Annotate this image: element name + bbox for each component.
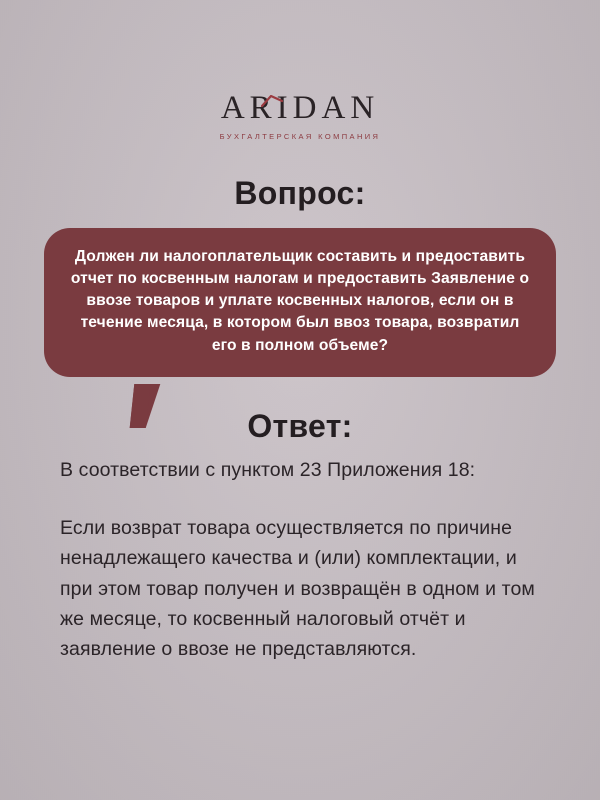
question-heading: Вопрос: (234, 175, 366, 211)
logo-wordmark (221, 92, 379, 125)
answer-body (60, 455, 542, 664)
brand-logo (0, 92, 600, 141)
answer-paragraph: Если возврат товара осуществляется по причине ненадлежащего качества и (или) комплектации, и при этом товар получен и возвращён в одном и том же месяце, то косвенный налоговый отчёт и заявление о ввозе не представляются. (60, 517, 535, 661)
answer-heading: Ответ: (247, 408, 353, 444)
answer-paragraph: В соответствии с пунктом 23 Приложения 18: (60, 459, 476, 481)
logo-subtitle: БУХГАЛТЕРСКАЯ КОМПАНИЯ (219, 132, 381, 141)
question-text: Должен ли налогоплательщик составить и предоставить отчет по косвенным налогам и предоставить Заявление о ввозе товаров и уплате косвенных налогов, если он в течение месяца, в котором был ввоз товара, возвратил его в полном объеме? (70, 248, 530, 354)
question-bubble (44, 228, 556, 377)
logo-wordmark-text: ARIDAN (220, 90, 380, 126)
